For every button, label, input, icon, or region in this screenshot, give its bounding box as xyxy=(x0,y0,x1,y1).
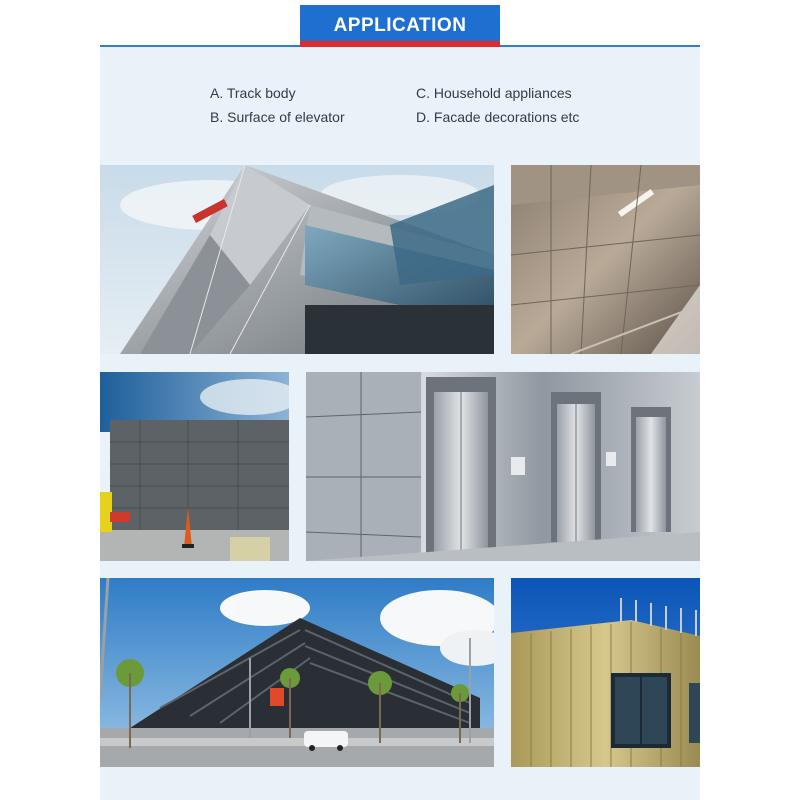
photo-stadium xyxy=(100,578,494,767)
application-item-household: C. Household appliances xyxy=(416,85,572,101)
application-item-elevator: B. Surface of elevator xyxy=(210,109,345,125)
application-item-track-body: A. Track body xyxy=(210,85,296,101)
section-title: APPLICATION xyxy=(333,15,467,36)
photo-interior-panels xyxy=(511,165,700,354)
photo-elevator-lobby xyxy=(306,372,700,561)
application-list xyxy=(210,84,630,126)
photo-grey-wall xyxy=(100,372,289,561)
photo-gold-facade xyxy=(511,578,700,767)
application-item-facade: D. Facade decorations etc xyxy=(416,109,580,125)
photo-building-facade xyxy=(100,165,494,354)
header-accent-bar xyxy=(300,41,500,47)
